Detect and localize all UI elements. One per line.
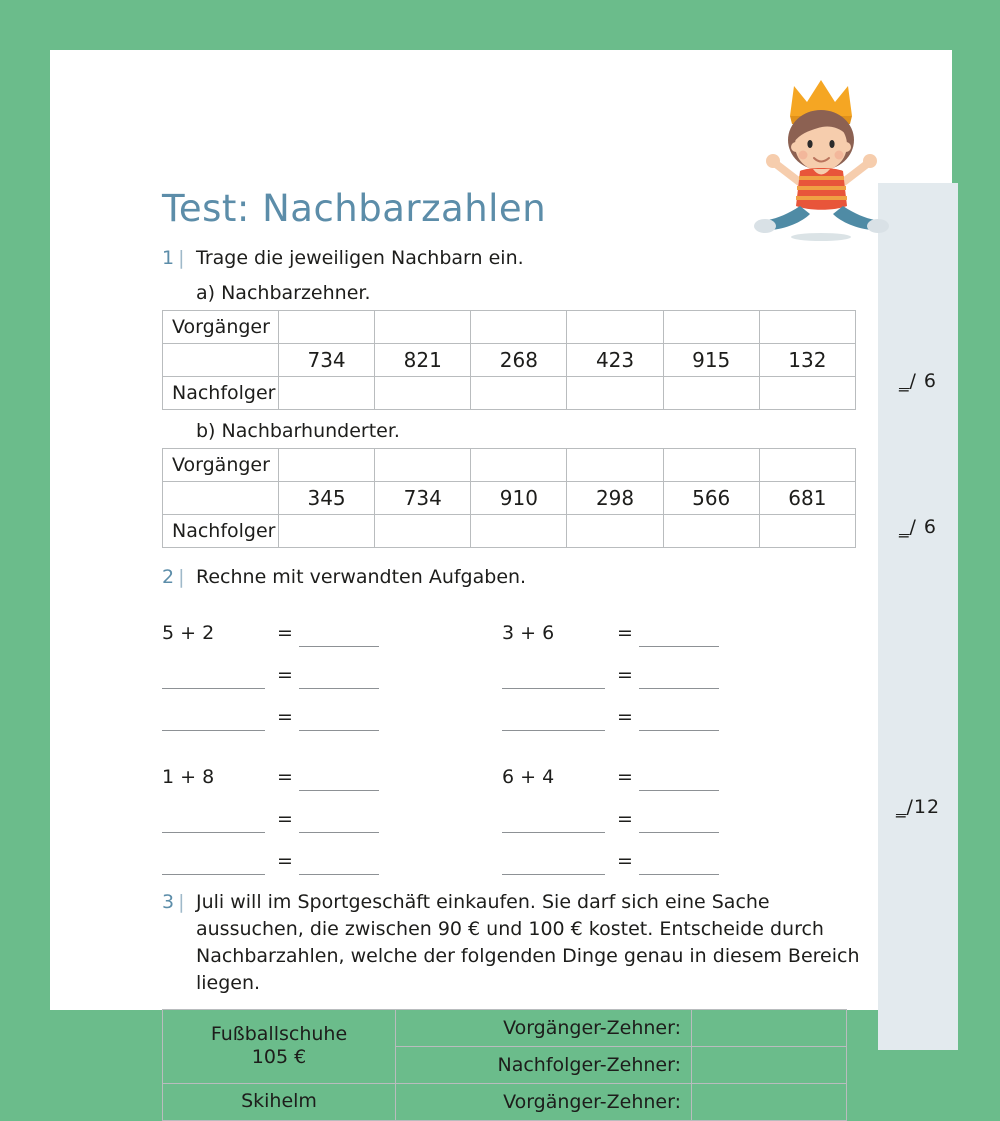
equation-row — [502, 689, 842, 731]
given-number: 734 — [279, 343, 375, 376]
task-1a-label: a) Nachbarzehner. — [196, 281, 371, 304]
row-label-empty — [163, 343, 279, 376]
answer-cell[interactable] — [567, 310, 663, 343]
item-name: Fußballschuhe — [210, 1022, 348, 1045]
answer-cell[interactable] — [759, 448, 855, 481]
row-label-nachfolger: Nachfolger — [163, 514, 279, 547]
answer-cell[interactable] — [471, 310, 567, 343]
task-2-header — [162, 564, 862, 591]
eye-left — [807, 140, 812, 148]
answer-blank[interactable] — [299, 853, 379, 875]
task-2-instruction: Rechne mit verwandten Aufgaben. — [196, 565, 527, 588]
answer-cell[interactable] — [279, 376, 375, 409]
group-spacer — [162, 731, 862, 749]
answer-cell[interactable] — [663, 310, 759, 343]
equation-seed: 6 + 4 — [502, 765, 555, 788]
ear-left — [791, 142, 801, 152]
equation-row — [162, 605, 502, 647]
task-3-header — [162, 889, 862, 997]
answer-cell[interactable] — [692, 1083, 847, 1120]
related-task-group — [162, 605, 862, 731]
answer-blank[interactable] — [639, 769, 719, 791]
equation-blank[interactable] — [502, 709, 605, 731]
related-task-column-left — [162, 605, 502, 731]
arm-left — [776, 164, 802, 184]
equals-sign: = — [617, 705, 633, 728]
equation-row — [162, 833, 502, 875]
equals-sign: = — [617, 663, 633, 686]
ground-shadow — [791, 233, 851, 241]
table-row-nachfolger — [163, 514, 856, 547]
shoe-right — [867, 219, 889, 233]
answer-cell[interactable] — [759, 376, 855, 409]
equation-row — [162, 749, 502, 791]
item-price: 105 € — [251, 1046, 307, 1069]
table-row — [163, 1083, 847, 1120]
hand-left — [766, 154, 780, 168]
equation-blank[interactable] — [162, 811, 265, 833]
answer-cell[interactable] — [375, 514, 471, 547]
related-task-group — [162, 749, 862, 875]
answer-blank[interactable] — [299, 811, 379, 833]
cheek-right — [835, 151, 844, 160]
related-tasks-block — [162, 605, 862, 875]
hand-right — [863, 154, 877, 168]
item-question: Vorgänger-Zehner: — [396, 1083, 692, 1120]
equation-blank[interactable] — [502, 811, 605, 833]
equation-row — [502, 833, 842, 875]
task-3-number: 3 | — [162, 890, 185, 913]
equation-blank[interactable] — [162, 853, 265, 875]
equation-row — [502, 749, 842, 791]
given-number: 423 — [567, 343, 663, 376]
answer-blank[interactable] — [639, 709, 719, 731]
answer-blank[interactable] — [639, 625, 719, 647]
item-name-cell — [163, 1009, 396, 1083]
item-name: Skihelm — [241, 1089, 317, 1112]
task-2-number: 2 | — [162, 565, 185, 588]
equals-sign: = — [617, 807, 633, 830]
equals-sign: = — [617, 621, 633, 644]
task-1-number: 1 | — [162, 247, 185, 269]
score-points: 6 — [923, 370, 938, 392]
given-number: 915 — [663, 343, 759, 376]
row-label-vorgaenger: Vorgänger — [163, 310, 279, 343]
answer-cell[interactable] — [279, 310, 375, 343]
answer-blank[interactable] — [639, 811, 719, 833]
answer-cell[interactable] — [471, 448, 567, 481]
answer-blank[interactable] — [299, 709, 379, 731]
mascot-boy-with-crown-illustration — [750, 72, 900, 242]
arm-right — [841, 164, 867, 184]
answer-blank[interactable] — [299, 625, 379, 647]
table-row-values — [163, 481, 856, 514]
equation-seed: 5 + 2 — [162, 621, 215, 644]
equation-blank[interactable] — [162, 709, 265, 731]
answer-blank[interactable] — [299, 769, 379, 791]
given-number: 910 — [471, 481, 567, 514]
given-number: 345 — [279, 481, 375, 514]
score-mark-task1b — [878, 516, 958, 538]
given-number: 681 — [759, 481, 855, 514]
item-question: Vorgänger-Zehner: — [396, 1009, 692, 1046]
table-row-vorgaenger — [163, 448, 856, 481]
boy-with-crown-icon — [750, 72, 900, 242]
equals-sign: = — [277, 663, 293, 686]
task-3-instruction: Juli will im Sportgeschäft einkaufen. Sie darf sich eine Sache aussuchen, die zwischen 90 € und 100 € kostet. Entscheide durch Nachbarzahlen, welche der folgenden Dinge genau in diesem Bereich liegen. — [196, 890, 860, 994]
item-name-cell — [163, 1083, 396, 1120]
score-slash: / — [909, 370, 917, 392]
shoe-left — [754, 219, 776, 233]
ear-right — [841, 142, 851, 152]
related-task-column-left — [162, 749, 502, 875]
given-number: 566 — [663, 481, 759, 514]
answer-cell[interactable] — [663, 514, 759, 547]
equals-sign: = — [277, 621, 293, 644]
table-row-vorgaenger — [163, 310, 856, 343]
score-blank: _ — [895, 796, 907, 818]
items-table — [162, 1009, 847, 1121]
equals-sign: = — [277, 765, 293, 788]
task-1-instruction: Trage die jeweiligen Nachbarn ein. — [196, 247, 524, 269]
given-number: 298 — [567, 481, 663, 514]
score-slash: / — [909, 516, 917, 538]
score-blank: _ — [898, 516, 910, 538]
score-slash: / — [906, 796, 914, 818]
given-number: 734 — [375, 481, 471, 514]
table-row-nachfolger — [163, 376, 856, 409]
score-mark-task1a — [878, 370, 958, 392]
equals-sign: = — [617, 765, 633, 788]
answer-cell[interactable] — [759, 514, 855, 547]
score-sidebar — [878, 183, 958, 1050]
equation-row — [502, 605, 842, 647]
answer-blank[interactable] — [639, 853, 719, 875]
answer-cell[interactable] — [663, 448, 759, 481]
answer-cell[interactable] — [692, 1046, 847, 1083]
item-question: Nachfolger-Zehner: — [396, 1046, 692, 1083]
answer-cell[interactable] — [279, 514, 375, 547]
answer-cell[interactable] — [375, 448, 471, 481]
answer-blank[interactable] — [639, 667, 719, 689]
worksheet-page — [50, 50, 952, 1113]
score-points: 6 — [923, 516, 938, 538]
table-row-values — [163, 343, 856, 376]
equals-sign: = — [277, 705, 293, 728]
answer-cell[interactable] — [759, 310, 855, 343]
table-row — [163, 1009, 847, 1046]
equation-blank[interactable] — [162, 667, 265, 689]
equation-row — [162, 689, 502, 731]
answer-cell[interactable] — [471, 514, 567, 547]
row-label-empty — [163, 481, 279, 514]
neighbour-tens-table — [162, 310, 856, 410]
answer-cell[interactable] — [279, 448, 375, 481]
task-1-header — [162, 245, 862, 272]
answer-cell[interactable] — [567, 514, 663, 547]
answer-cell[interactable] — [663, 376, 759, 409]
row-label-vorgaenger: Vorgänger — [163, 448, 279, 481]
equation-row — [502, 791, 842, 833]
related-task-column-right — [502, 605, 842, 731]
equals-sign: = — [277, 849, 293, 872]
answer-blank[interactable] — [299, 667, 379, 689]
page-title: Test: Nachbarzahlen — [162, 187, 547, 230]
score-mark-task2 — [878, 796, 958, 818]
answer-cell[interactable] — [471, 376, 567, 409]
equation-row — [162, 791, 502, 833]
cheek-left — [799, 151, 808, 160]
equation-blank[interactable] — [502, 853, 605, 875]
equals-sign: = — [617, 849, 633, 872]
equation-row — [502, 647, 842, 689]
task-1b-label: b) Nachbarhunderter. — [196, 419, 400, 442]
given-number: 132 — [759, 343, 855, 376]
given-number: 821 — [375, 343, 471, 376]
given-number: 268 — [471, 343, 567, 376]
equation-row — [162, 647, 502, 689]
equation-blank[interactable] — [502, 667, 605, 689]
answer-cell[interactable] — [375, 310, 471, 343]
score-points: 12 — [913, 796, 941, 818]
score-blank: _ — [898, 370, 910, 392]
answer-cell[interactable] — [567, 376, 663, 409]
equation-seed: 1 + 8 — [162, 765, 215, 788]
answer-cell[interactable] — [375, 376, 471, 409]
neighbour-hundreds-table — [162, 448, 856, 548]
equation-seed: 3 + 6 — [502, 621, 555, 644]
answer-cell[interactable] — [692, 1009, 847, 1046]
equals-sign: = — [277, 807, 293, 830]
worksheet-content — [162, 187, 862, 1121]
answer-cell[interactable] — [567, 448, 663, 481]
related-task-column-right — [502, 749, 842, 875]
eye-right — [829, 140, 834, 148]
row-label-nachfolger: Nachfolger — [163, 376, 279, 409]
